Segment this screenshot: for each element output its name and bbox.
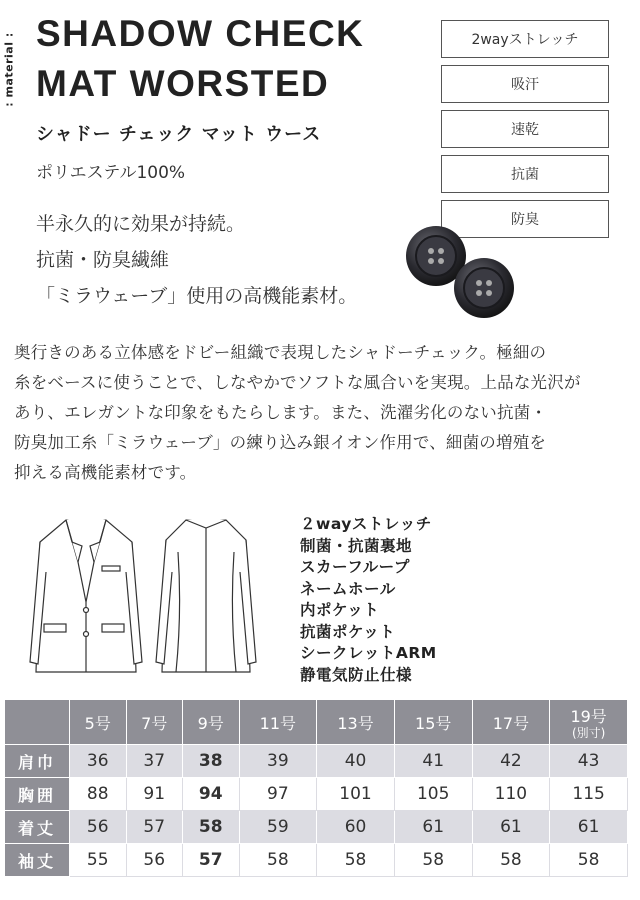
table-cell: 60 bbox=[317, 811, 395, 844]
table-cell: 42 bbox=[472, 745, 550, 778]
title-line2: MAT WORSTED bbox=[36, 63, 330, 104]
size-table bbox=[4, 699, 628, 877]
table-cell: 58 bbox=[394, 844, 472, 877]
jacket-illustration bbox=[28, 512, 268, 682]
table-cell: 36 bbox=[70, 745, 127, 778]
garment-feature: 抗菌ポケット bbox=[300, 622, 396, 641]
size-table-header-row bbox=[5, 700, 628, 745]
paragraph-line: 抑える高機能素材です。 bbox=[14, 463, 197, 482]
row-label: 肩巾 bbox=[5, 745, 70, 778]
size-header: 9号 bbox=[183, 700, 240, 745]
table-cell: 57 bbox=[183, 844, 240, 877]
table-cell: 61 bbox=[394, 811, 472, 844]
table-cell: 41 bbox=[394, 745, 472, 778]
subtitle: シャドー チェック マット ウース bbox=[36, 124, 322, 145]
description-line: 抗菌・防臭繊維 bbox=[36, 249, 170, 271]
description-line: 半永久的に効果が持続。 bbox=[36, 213, 246, 235]
garment-features-list bbox=[300, 514, 437, 686]
row-label: 袖丈 bbox=[5, 844, 70, 877]
table-cell: 91 bbox=[126, 778, 183, 811]
feature-box-antibacterial: 抗菌 bbox=[441, 155, 609, 193]
table-cell: 55 bbox=[70, 844, 127, 877]
paragraph-line: 防臭加工糸「ミラウェーブ」の練り込み銀イオン作用で、細菌の増殖を bbox=[14, 433, 547, 452]
feature-box-deodorant: 防臭 bbox=[441, 200, 609, 238]
garment-feature: 制菌・抗菌裏地 bbox=[300, 536, 413, 555]
table-row bbox=[5, 811, 628, 844]
table-cell: 37 bbox=[126, 745, 183, 778]
feature-box-stretch: 2wayストレッチ bbox=[441, 20, 609, 58]
material-description-paragraph bbox=[14, 338, 629, 488]
garment-feature: スカーフループ bbox=[300, 558, 410, 576]
table-cell: 115 bbox=[550, 778, 628, 811]
size-header: 15号 bbox=[394, 700, 472, 745]
paragraph-line: 奥行きのある立体感をドビー組織で表現したシャドーチェック。極細の bbox=[14, 343, 547, 362]
header-corner bbox=[5, 700, 70, 745]
table-cell: 61 bbox=[472, 811, 550, 844]
row-label: 着丈 bbox=[5, 811, 70, 844]
table-cell: 110 bbox=[472, 778, 550, 811]
size-header: 5号 bbox=[70, 700, 127, 745]
button-icon bbox=[454, 258, 514, 318]
table-cell: 40 bbox=[317, 745, 395, 778]
size-header: 13号 bbox=[317, 700, 395, 745]
paragraph-line: 糸をベースに使うことで、しなやかでソフトな風合いを実現。上品な光沢が bbox=[14, 373, 581, 392]
table-cell: 58 bbox=[317, 844, 395, 877]
table-cell: 56 bbox=[126, 844, 183, 877]
table-row bbox=[5, 778, 628, 811]
row-label: 胸囲 bbox=[5, 778, 70, 811]
description-line: 「ミラウェーブ」使用の高機能素材。 bbox=[36, 285, 358, 307]
size-header: 7号 bbox=[126, 700, 183, 745]
description bbox=[36, 206, 357, 314]
title-line1: SHADOW CHECK bbox=[36, 13, 365, 54]
table-cell: 58 bbox=[239, 844, 317, 877]
garment-feature: ネームホール bbox=[300, 579, 396, 598]
size-header-label: 19号 bbox=[570, 707, 607, 726]
table-cell: 58 bbox=[550, 844, 628, 877]
garment-feature: ２wayストレッチ bbox=[300, 515, 432, 533]
table-cell: 43 bbox=[550, 745, 628, 778]
size-header-note: (別寸) bbox=[571, 726, 606, 740]
table-row bbox=[5, 745, 628, 778]
material-label: : material : bbox=[2, 31, 16, 107]
table-row bbox=[5, 844, 628, 877]
table-cell: 39 bbox=[239, 745, 317, 778]
table-cell: 97 bbox=[239, 778, 317, 811]
composition: ポリエステル100% bbox=[36, 163, 186, 183]
size-header bbox=[550, 700, 628, 745]
table-cell: 59 bbox=[239, 811, 317, 844]
table-cell: 58 bbox=[183, 811, 240, 844]
table-cell: 38 bbox=[183, 745, 240, 778]
paragraph-line: あり、エレガントな印象をもたらします。また、洗濯劣化のない抗菌・ bbox=[14, 403, 548, 422]
table-cell: 105 bbox=[394, 778, 472, 811]
garment-feature: 静電気防止仕様 bbox=[300, 665, 413, 684]
table-cell: 94 bbox=[183, 778, 240, 811]
feature-box-sweat: 吸汗 bbox=[441, 65, 609, 103]
buttons-image bbox=[400, 218, 520, 328]
table-cell: 88 bbox=[70, 778, 127, 811]
feature-box-quickdry: 速乾 bbox=[441, 110, 609, 148]
size-header: 11号 bbox=[239, 700, 317, 745]
table-cell: 61 bbox=[550, 811, 628, 844]
table-cell: 101 bbox=[317, 778, 395, 811]
table-cell: 57 bbox=[126, 811, 183, 844]
size-header: 17号 bbox=[472, 700, 550, 745]
table-cell: 58 bbox=[472, 844, 550, 877]
table-cell: 56 bbox=[70, 811, 127, 844]
garment-feature: 内ポケット bbox=[300, 601, 380, 619]
garment-feature: シークレットARM bbox=[300, 644, 437, 662]
